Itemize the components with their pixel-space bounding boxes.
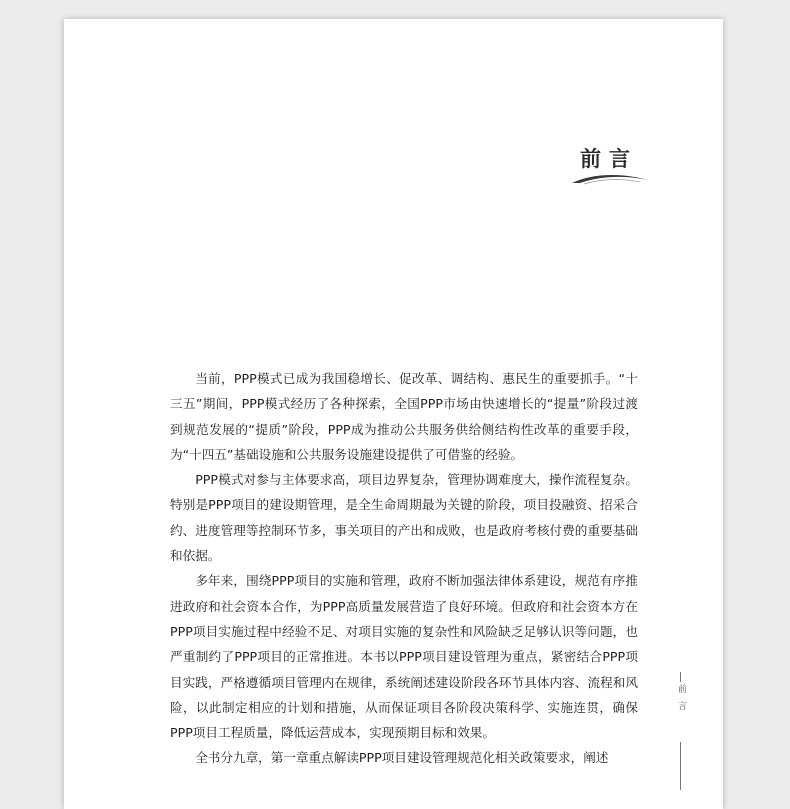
chapter-title: 前言	[580, 147, 638, 171]
title-swoosh-ornament	[570, 170, 650, 186]
paragraph-1: 当前，PPP模式已成为我国稳增长、促改革、调结构、惠民生的重要抓手。“十三五”期间，PPP模式经历了各种探索，全国PPP市场由快速增长的“提量”阶段过渡到规范发展的“提质”阶段，PPP成为推动公共服务供给侧结构性改革的重要手段，为“十四五”基础设施和公共服务设施建设提供了可借鉴的经验。	[170, 371, 638, 462]
paragraph-2: PPP模式对参与主体要求高，项目边界复杂，管理协调难度大，操作流程复杂。特别是PPP项目的建设期管理，是全生命周期最为关键的阶段，项目投融资、招采合约、进度管理等控制环节多，事关项目的产出和成败，也是政府考核付费的重要基础和依据。	[170, 472, 638, 564]
body-text	[170, 366, 638, 771]
running-head: 前言	[676, 684, 686, 718]
running-head-rule-top	[680, 672, 681, 682]
running-head-rule-bottom	[680, 742, 681, 790]
paragraph-4: 全书分九章，第一章重点解读PPP项目建设管理规范化相关政策要求，阐述	[195, 750, 609, 766]
paragraph-3: 多年来，围绕PPP项目的实施和管理，政府不断加强法律体系建设，规范有序推进政府和社会资本合作，为PPP高质量发展营造了良好环境。但政府和社会资本方在PPP项目实施过程中经验不足、对项目实施的复杂性和风险缺乏足够认识等问题，也严重制约了PPP项目的正常推进。本书以PPP项目建设管理为重点，紧密结合PPP项目实践，严格遵循项目管理内在规律，系统阐述建设阶段各环节具体内容、流程和风险，以此制定相应的计划和措施，从而保证项目各阶段决策科学、实施连贯，确保PPP项目工程质量，降低运营成本，实现预期目标和效果。	[170, 573, 638, 741]
